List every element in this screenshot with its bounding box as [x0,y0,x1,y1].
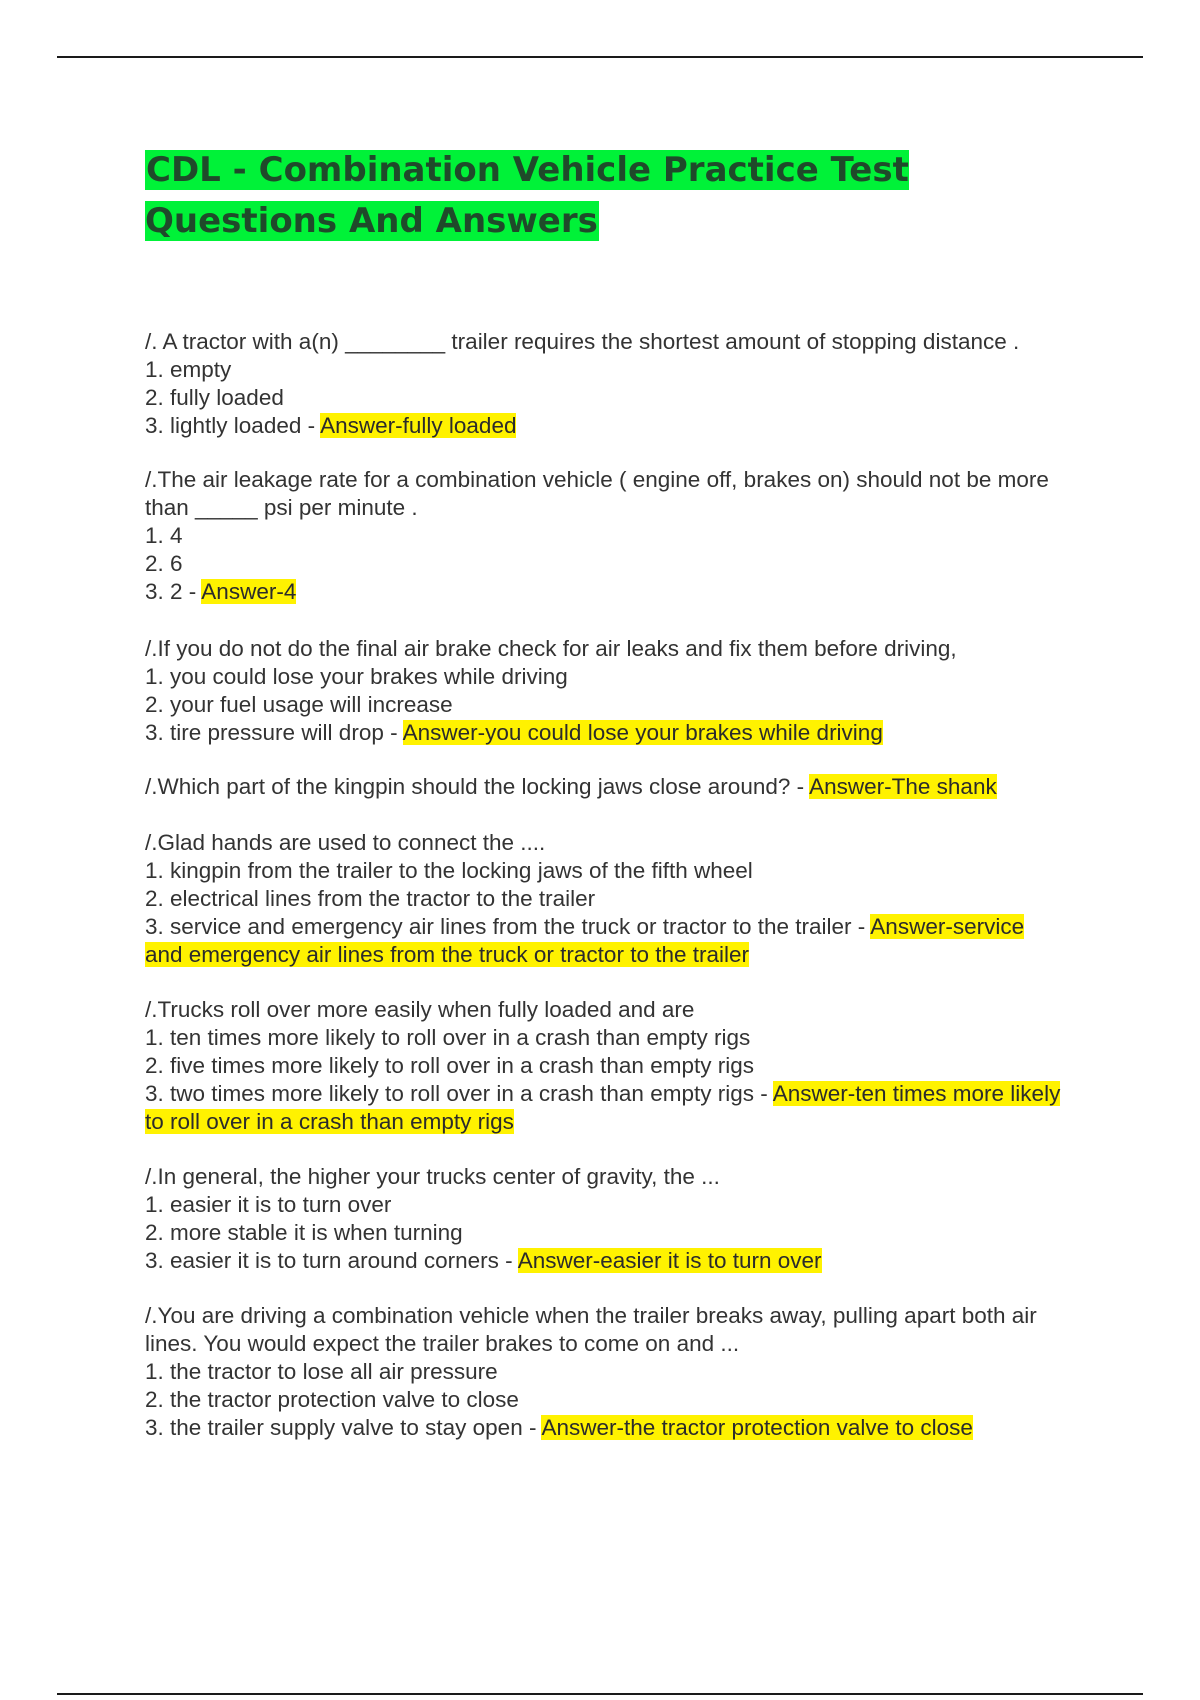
question-stem: /.If you do not do the final air brake check for air leaks and fix them before driving, [145,636,957,661]
question-6 [145,996,1105,1136]
question-2 [145,466,1105,606]
question-stem: /.In general, the higher your trucks center of gravity, the ... [145,1164,720,1189]
answer-highlight: Answer-the tractor protection valve to close [541,1415,973,1440]
document-title [145,145,1045,247]
option: 2. the tractor protection valve to close [145,1387,519,1412]
answer-highlight: Answer-4 [201,579,297,604]
option: 1. kingpin from the trailer to the locking jaws of the fifth wheel [145,858,753,883]
option: 1. you could lose your brakes while driving [145,664,568,689]
title-highlight: CDL - Combination Vehicle Practice Test Questions And Answers [145,150,909,241]
question-stem: /. A tractor with a(n) ________ trailer requires the shortest amount of stopping distance . [145,329,1020,354]
question-1 [145,328,1105,440]
option: 1. the tractor to lose all air pressure [145,1359,498,1384]
question-stem: /.Trucks roll over more easily when fully loaded and are [145,997,695,1022]
option: 3. tire pressure will drop - [145,720,403,745]
question-stem: /.Glad hands are used to connect the .... [145,830,546,855]
option: 2. 6 [145,551,183,576]
option: 1. ten times more likely to roll over in a crash than empty rigs [145,1025,751,1050]
top-rule [57,56,1143,58]
option: 2. five times more likely to roll over in a crash than empty rigs [145,1053,754,1078]
option: 2. more stable it is when turning [145,1220,463,1245]
question-5 [145,829,1105,969]
option: 3. lightly loaded - [145,413,321,438]
option: 1. empty [145,357,232,382]
answer-highlight: Answer-fully loaded [320,413,517,438]
option: 1. 4 [145,523,183,548]
bottom-rule [57,1693,1143,1695]
question-stem: /.Which part of the kingpin should the locking jaws close around? - [145,774,810,799]
answer-highlight: Answer-service and emergency air lines from the truck or tractor to the trailer [145,914,1025,967]
option: 3. two times more likely to roll over in a crash than empty rigs - [145,1081,773,1106]
question-7 [145,1163,1105,1275]
question-4 [145,773,1105,801]
question-stem: /.The air leakage rate for a combination vehicle ( engine off, brakes on) should not be more than _____ psi per minute . [145,467,1049,520]
option: 2. fully loaded [145,385,284,410]
option: 2. electrical lines from the tractor to the trailer [145,886,596,911]
option: 3. the trailer supply valve to stay open - [145,1415,542,1440]
question-8 [145,1302,1105,1442]
option: 3. 2 - [145,579,202,604]
option: 1. easier it is to turn over [145,1192,392,1217]
answer-highlight: Answer-ten times more likely to roll over in a crash than empty rigs [145,1081,1061,1134]
question-3 [145,635,1105,747]
option: 3. service and emergency air lines from the truck or tractor to the trailer - [145,914,871,939]
answer-highlight: Answer-The shank [809,774,997,799]
question-stem: /.You are driving a combination vehicle when the trailer breaks away, pulling apart both air lines. You would expect the trailer brakes to come on and ... [145,1303,1037,1356]
option: 3. easier it is to turn around corners - [145,1248,518,1273]
option: 2. your fuel usage will increase [145,692,453,717]
answer-highlight: Answer-you could lose your brakes while driving [402,720,883,745]
answer-highlight: Answer-easier it is to turn over [517,1248,822,1273]
